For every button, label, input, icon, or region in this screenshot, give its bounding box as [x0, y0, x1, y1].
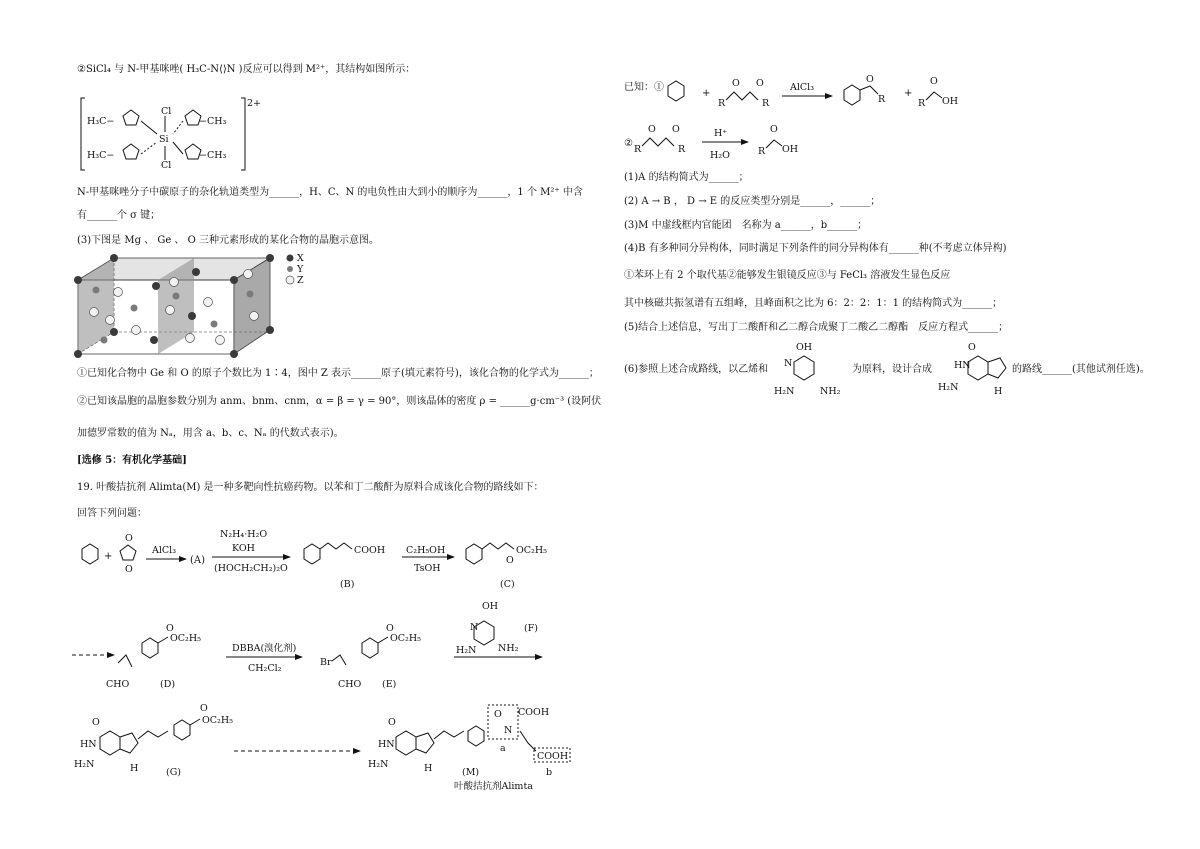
compound-d-label: (D) [160, 679, 176, 690]
q2-intro: ②SiCl₄ 与 N-甲基咪唑( H₃C-N⟨⟩N )反应可以得到 M²⁺，其结构如图所示： [77, 64, 416, 75]
chlorine-label: Cl [161, 106, 172, 117]
compound-a-label: (A) [190, 555, 206, 566]
q19-intro: 19. 叶酸拮抗剂 Alimta(M) 是一种多靶向性抗癌药物。以苯和丁二酸酐为原料合成该化合物的路线如下： [77, 482, 544, 493]
label-a: a [500, 743, 506, 754]
oxygen-label: O [388, 717, 396, 728]
plus-sign: + [904, 88, 913, 99]
svg-text:OH: OH [796, 342, 813, 353]
q3-1: ①已知化合物中 Ge 和 O 的原子个数比为 1∶4，图中 Z 表示______原子(填元素符号)，该化合物的化学式为______； [77, 368, 599, 379]
oxygen-label: O [166, 623, 174, 634]
m2plus-structure [75, 94, 275, 176]
crystal-cell-diagram [74, 250, 304, 360]
compound-c-label: (C) [500, 579, 515, 590]
compound-m-name: 叶酸拮抗剂Alimta [454, 781, 533, 792]
compound-c-ring [466, 544, 482, 564]
reagent-hydrazine: N₂H₄·H₂O [220, 529, 268, 540]
oxygen-label: O [672, 124, 680, 135]
r-group-label: R [758, 146, 766, 157]
svg-text:H: H [994, 386, 1003, 397]
oc2h5-label: OC₂H₅ [516, 545, 547, 556]
known-label: 已知：① [624, 82, 664, 93]
svg-text:HN: HN [954, 360, 971, 371]
silicon-label: Si [159, 134, 169, 145]
methyl-group-label: H₃C− [87, 116, 115, 127]
svg-text:H₂N: H₂N [938, 382, 959, 393]
compound-b-ring [304, 544, 320, 564]
methyl-group-label: −CH₃ [199, 150, 227, 161]
compound-g-pyrimidine [100, 731, 120, 755]
oxygen-label: O [756, 78, 764, 89]
oxygen-label: O [494, 709, 502, 720]
compound-e-ring [362, 638, 378, 658]
oc2h5-label: OC₂H₅ [390, 633, 421, 644]
h2n-label: H₂N [456, 645, 477, 656]
reagent-h-plus: H⁺ [714, 128, 728, 139]
functional-group-box-a [488, 705, 518, 739]
reagent-water: H₂O [710, 150, 730, 161]
synthesis-scheme [70, 525, 569, 795]
compound-b-label: (B) [340, 579, 355, 590]
label-b: b [546, 767, 553, 778]
reagent-alcl3: AlCl₃ [790, 82, 815, 93]
chlorine-label: Cl [161, 160, 172, 171]
oxygen-label: O [732, 78, 740, 89]
oxygen-label: O [866, 74, 874, 85]
oxygen-label: O [125, 564, 133, 575]
legend-x-label: X [297, 253, 304, 264]
reagent-alcl3: AlCl₃ [152, 545, 177, 556]
oxygen-label: O [506, 555, 514, 566]
q2-question-line1: N-甲基咪唑分子中碳原子的杂化轨道类型为______，H、C、N 的电负性由大到小的顺序为______，1 个 M²⁺ 中含 [77, 187, 583, 198]
svg-text:H₂N: H₂N [774, 386, 795, 397]
oxygen-label: O [92, 717, 100, 728]
oc2h5-label: OC₂H₅ [170, 633, 201, 644]
hn-label: HN [378, 739, 395, 750]
benzene-ring [668, 81, 684, 101]
circle-2: ② [624, 138, 633, 149]
compound-f-label: (F) [524, 623, 539, 634]
r-group-label: R [878, 94, 886, 105]
compound-g-pyrrole [120, 733, 138, 753]
q6-target-structure [938, 340, 1018, 400]
q4: (4)B 有多种同分异构体，同时满足下列条件的同分异构体有______种(不考虑立体异构) [624, 243, 1007, 254]
q2-question-line2: 有______个 σ 键； [77, 210, 161, 221]
benzene-ring [82, 544, 98, 564]
n-label: N [470, 622, 479, 633]
q4-conditions: ①苯环上有 2 个取代基②能够发生银镜反应③与 FeCl₃ 溶液发生显色反应 [624, 270, 951, 281]
cho-label: CHO [338, 679, 362, 690]
q2: (2) A → B ， D → E 的反应类型分别是______，______； [624, 196, 881, 207]
r-group-label: R [918, 98, 926, 109]
cho-label: CHO [106, 679, 130, 690]
oxygen-label: O [200, 703, 208, 714]
answer-prompt: 回答下列问题： [77, 508, 147, 519]
compound-g-label: (G) [166, 767, 182, 778]
reagent-tsoh: TsOH [414, 563, 441, 574]
known-reactions [622, 72, 982, 164]
cooh-label: COOH [518, 707, 550, 718]
q3-2-line1: ②已知该晶胞的晶胞参数分别为 anm、bnm、cnm，α = β = γ = 90°，则该晶体的密度 ρ = ______g·cm⁻³ (设阿伏 [77, 396, 602, 407]
legend-x-marker [287, 255, 294, 262]
cooh-label: COOH [354, 545, 386, 556]
oc2h5-label: OC₂H₅ [202, 715, 233, 726]
methyl-group-label: −CH₃ [199, 116, 227, 127]
compound-m-pyrimidine [396, 731, 416, 755]
r-group-label: R [718, 98, 726, 109]
legend-z-marker [286, 276, 294, 284]
oxygen-label: O [125, 533, 133, 544]
r-group-label: R [678, 144, 686, 155]
compound-m-pyrrole [416, 733, 434, 753]
h-label: H [424, 763, 433, 774]
compound-m-benzene [468, 726, 484, 746]
compound-g-benzene [174, 720, 190, 740]
svg-text:NH₂: NH₂ [820, 386, 841, 397]
hn-label: HN [80, 739, 97, 750]
nh2-label: NH₂ [498, 643, 519, 654]
svg-text:N: N [784, 358, 793, 369]
svg-text:O: O [968, 342, 976, 353]
reagent-ethanol: C₂H₅OH [406, 545, 446, 556]
h2n-label: H₂N [74, 759, 95, 770]
oxygen-label: O [648, 124, 656, 135]
oh-label: OH [482, 601, 499, 612]
q6-part3: 的路线______(其他试剂任选)。 [1012, 364, 1150, 375]
oxygen-label: O [386, 623, 394, 634]
q3-intro: (3)下图是 Mg 、 Ge 、 O 三种元素形成的某化合物的晶胞示意图。 [77, 235, 379, 246]
q5: (5)结合上述信息，写出丁二酸酐和乙二醇合成聚丁二酸乙二醇酯 反应方程式______； [624, 322, 1009, 333]
plus-sign: + [104, 551, 113, 562]
q6-part2: 为原料，设计合成 [852, 364, 932, 375]
oh-label: OH [942, 96, 959, 107]
cooh-label: COOH [537, 751, 569, 762]
bromine-label: Br [320, 657, 332, 668]
compound-e-label: (E) [382, 679, 397, 690]
compound-m-label: (M) [462, 767, 480, 778]
q4-nmr: 其中核磁共振氢谱有五组峰，且峰面积之比为 6：2：2：1：1 的结构简式为______； [624, 298, 1003, 309]
reagent-dbba: DBBA(溴化剂) [232, 643, 297, 654]
q6-part1: (6)参照上述合成路线，以乙烯和 [624, 364, 769, 375]
q6-pyrimidine-structure [772, 340, 852, 398]
r-group-label: R [762, 98, 770, 109]
compound-d-ring [142, 638, 158, 658]
oxygen-label: O [930, 76, 938, 87]
succinic-anhydride [120, 545, 136, 560]
legend-y-marker [287, 266, 293, 272]
reagent-diglycol: (HOCH₂CH₂)₂O [214, 563, 288, 574]
charge-label: 2+ [247, 98, 262, 109]
plus-sign: + [702, 88, 711, 99]
legend-y-label: Y [297, 264, 304, 275]
h-label: H [130, 763, 139, 774]
benzene-ring [844, 85, 860, 105]
reagent-ch2cl2: CH₂Cl₂ [248, 663, 282, 674]
q3: (3)M 中虚线框内官能团 名称为 a______，b______； [624, 220, 868, 231]
h2n-label: H₂N [368, 759, 389, 770]
oxygen-label: O [770, 124, 778, 135]
q1: (1)A 的结构简式为______； [624, 172, 749, 183]
oh-label: OH [782, 144, 799, 155]
legend-z-label: Z [297, 275, 304, 286]
n-label: N [504, 725, 513, 736]
r-group-label: R [634, 144, 642, 155]
q3-2-line2: 加德罗常数的值为 Nₐ，用含 a、b、c、Nₐ 的代数式表示)。 [77, 428, 344, 439]
methyl-group-label: H₃C− [87, 150, 115, 161]
reagent-koh: KOH [232, 543, 255, 554]
section-title: [选修 5：有机化学基础] [77, 455, 187, 466]
